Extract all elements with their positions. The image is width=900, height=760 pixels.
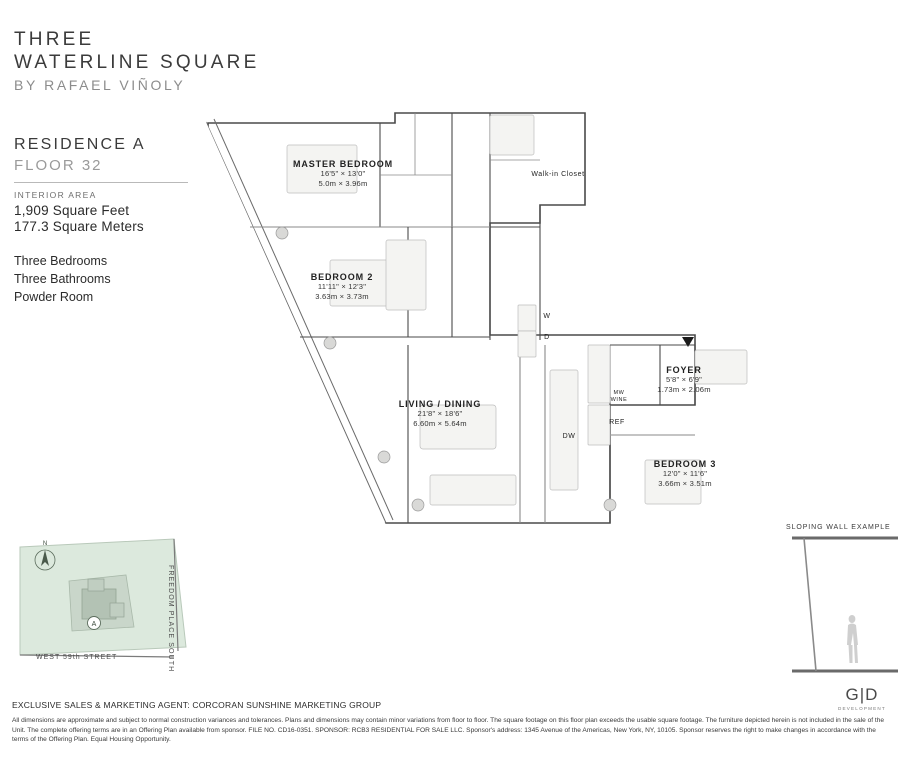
residence-info <box>14 136 194 306</box>
key-map-drawing <box>14 519 189 667</box>
room-label-walk-in-closet <box>498 171 618 178</box>
legal-disclaimer: All dimensions are approximate and subject to normal construction variances and tolerances. Plans and dimensions may contain minor variations from floor to floor. The square footage on this floor plan exceeds the usable square footage. The furniture depicted herein is not included in the sale of the Unit. The complete offering terms are in an Offering Plan available from sponsor. FILE NO. CD16-0351. SPONSOR: RCB3 RESIDENTIAL FOR SALE LLC. Sponsor's address: 1345 Avenue of the Americas, New York, NY, 10105. Sponsor reserves the right to make changes in accordance with the terms of the Offering Plan. Equal Housing Opportunity. <box>12 717 885 744</box>
developer-logo-subtext: DEVELOPMENT <box>838 706 886 711</box>
room-name: Walk-in Closet <box>531 171 585 178</box>
svg-text:N: N <box>42 541 48 547</box>
brand-line-3: BY RAFAEL VIÑOLY <box>14 77 186 93</box>
brand-header <box>14 28 259 95</box>
room-label-master-bedroom <box>248 159 438 189</box>
brand-line-1: THREE <box>14 29 95 50</box>
residence-floor: FLOOR 32 <box>14 157 103 174</box>
room-dim-m: 5.0m × 3.96m <box>318 179 368 188</box>
appliance-label-dishwasher: DW <box>562 433 576 440</box>
key-map-street-label: WEST 59th STREET <box>36 654 118 661</box>
room-name: BEDROOM 2 <box>310 272 374 282</box>
room-name: LIVING / DINING <box>398 399 482 409</box>
room-count-powder: Powder Room <box>14 290 94 304</box>
developer-logo <box>838 685 886 711</box>
room-name: MASTER BEDROOM <box>292 159 394 169</box>
room-dim-m: 3.63m × 3.73m <box>315 292 369 301</box>
sloping-wall-diagram <box>790 533 900 678</box>
exclusive-agent-line: EXCLUSIVE SALES & MARKETING AGENT: CORCORAN SUNSHINE MARKETING GROUP <box>12 700 382 710</box>
interior-area-label: INTERIOR AREA <box>14 190 97 200</box>
room-name: FOYER <box>666 365 702 375</box>
residence-title: RESIDENCE A <box>14 136 146 153</box>
appliance-label-refrigerator: REF <box>609 419 625 426</box>
room-label-living-dining <box>360 399 520 429</box>
divider <box>14 182 188 183</box>
room-label-bedroom-3 <box>600 459 770 489</box>
room-dim-m: 3.66m × 3.51m <box>658 479 712 488</box>
room-dim-ft: 5'8" × 6'9" <box>665 375 703 384</box>
appliance-label-microwave-wine: MW WINE <box>610 390 628 403</box>
brand-line-2: WATERLINE SQUARE <box>14 52 260 73</box>
room-count-bedrooms: Three Bedrooms <box>14 254 108 268</box>
room-count-bathrooms: Three Bathrooms <box>14 272 111 286</box>
room-dim-m: 1.73m × 2.06m <box>657 385 711 394</box>
sloping-wall-label: SLOPING WALL EXAMPLE <box>786 524 891 531</box>
room-label-foyer <box>614 365 754 395</box>
appliance-label-dryer: D <box>544 334 550 341</box>
area-square-feet: 1,909 Square Feet <box>14 203 130 218</box>
room-name: BEDROOM 3 <box>653 459 717 469</box>
svg-text:A: A <box>91 621 97 628</box>
area-square-meters: 177.3 Square Meters <box>14 219 144 234</box>
developer-logo-text: G|D <box>845 685 879 704</box>
room-dim-ft: 21'8" × 18'6" <box>417 409 463 418</box>
room-dim-m: 6.60m × 5.64m <box>413 419 467 428</box>
room-dim-ft: 12'0" × 11'6" <box>662 469 708 478</box>
appliance-label-washer: W <box>543 313 551 320</box>
room-dim-ft: 11'11" × 12'3" <box>317 282 367 291</box>
room-dim-ft: 16'5" × 13'0" <box>320 169 366 178</box>
key-map-avenue-label: FREEDOM PLACE SOUTH <box>167 565 174 673</box>
room-counts <box>14 252 194 306</box>
room-label-bedroom-2 <box>262 272 422 302</box>
key-map <box>14 519 192 673</box>
